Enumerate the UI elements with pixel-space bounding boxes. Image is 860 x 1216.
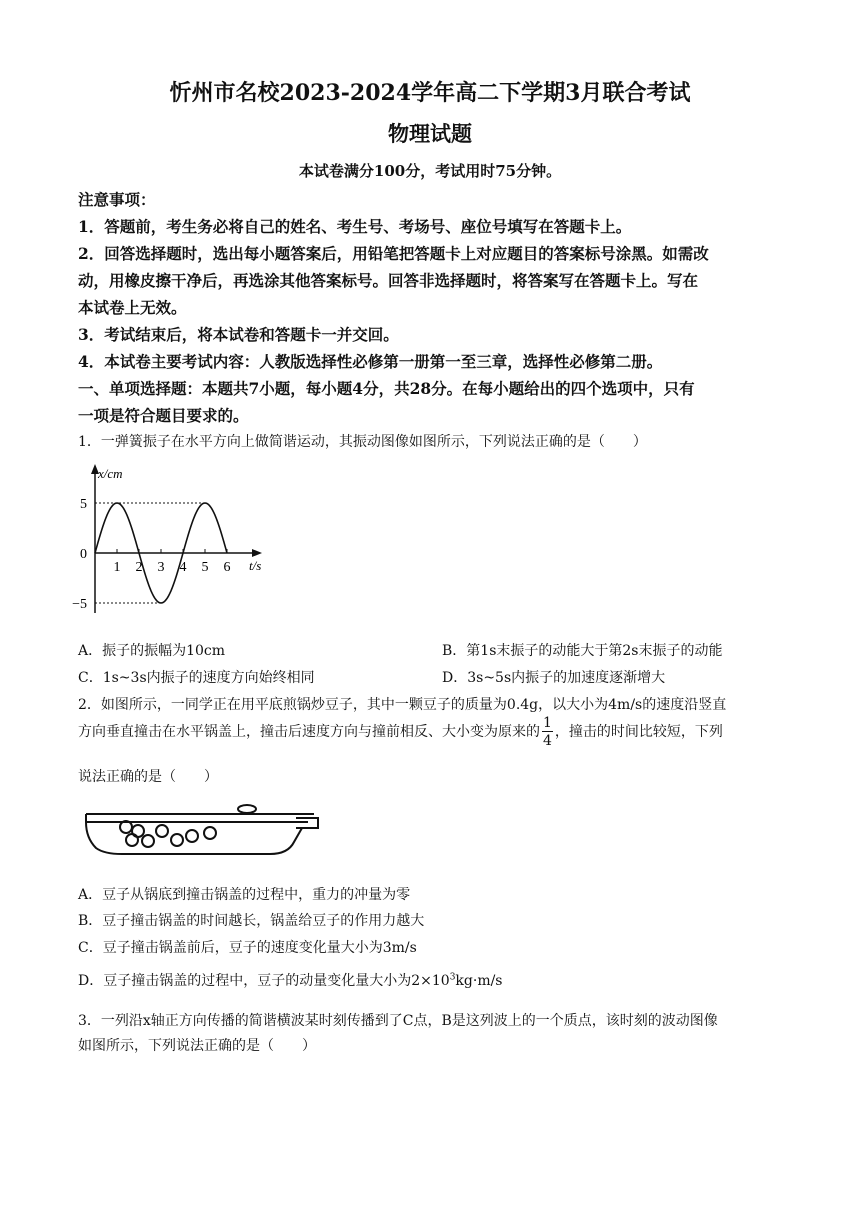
note-item-2-line-2: 动，用橡皮擦干净后，再选涂其他答案标号。回答非选择题时，将答案写在答题卡上。写在: [78, 271, 699, 290]
chart-layer: [72, 464, 262, 613]
fraction-numerator: 1: [543, 715, 552, 731]
bean: [171, 834, 183, 846]
q2-stem-line-1: 2．如图所示，一同学正在用平底煎锅炒豆子，其中一颗豆子的质量为0.4g，以大小为4m/s的速度沿竖直: [78, 697, 727, 713]
fraction-one-quarter: [542, 716, 553, 748]
q1-option-d[interactable]: D．3s~5s内振子的加速度逐渐增大: [442, 670, 666, 686]
y-tick-label: −5: [72, 597, 87, 612]
note-item-4: 4．本试卷主要考试内容：人教版选择性必修第一册第一至三章，选择性必修第二册。: [78, 352, 663, 371]
q2-stem-line-2-end: ，撞击的时间比较短，下列: [554, 724, 723, 740]
q2-stem-line-3: 说法正确的是（ ）: [78, 769, 218, 785]
x-tick-label: 2: [135, 560, 143, 575]
bean: [204, 827, 216, 839]
x-tick-label: 4: [179, 560, 187, 575]
bean: [156, 825, 168, 837]
q2-option-d[interactable]: [78, 970, 503, 990]
bean: [126, 834, 138, 846]
q1-option-a[interactable]: A．振子的振幅为10cm: [78, 643, 226, 659]
lid-knob: [238, 805, 256, 813]
x-tick-label: 1: [113, 560, 121, 575]
q2-stem-line-2-start: 方向垂直撞击在水平锅盖上，撞击后速度方向与撞前相反、大小变为原来的: [78, 724, 540, 740]
q3-stem-line-2: 如图所示，下列说法正确的是（ ）: [78, 1038, 316, 1054]
q2-option-d-math-unit: kg·m/s: [455, 973, 503, 989]
q3-stem-line-1: 3．一列沿x轴正方向传播的简谐横波某时刻传播到了C点，B是这列波上的一个质点，该时刻的波动图像: [78, 1013, 718, 1029]
bean: [186, 830, 198, 842]
y-axis-label: x/cm: [98, 466, 123, 481]
section-1-heading-line-2: 一项是符合题目要求的。: [78, 406, 249, 425]
q2-option-d-math-exponent: 3: [449, 972, 456, 983]
q1-option-c[interactable]: C．1s~3s内振子的速度方向始终相同: [78, 670, 315, 686]
y-tick-label: 5: [80, 497, 87, 512]
note-item-2-line-1: 2．回答选择题时，选出每小题答案后，用铅笔把答题卡上对应题目的答案标号涂黑。如需改: [78, 244, 709, 263]
y-tick-label: 0: [80, 547, 87, 562]
note-item-3: 3．考试结束后，将本试卷和答题卡一并交回。: [78, 325, 399, 344]
exam-title: 忻州市名校2023-2024学年高二下学期3月联合考试: [169, 80, 691, 106]
bean: [142, 835, 154, 847]
frying-pan-figure: [82, 798, 322, 862]
exam-subtitle: 物理试题: [388, 121, 472, 146]
note-item-1: 1．答题前，考生务必将自己的姓名、考生号、考场号、座位号填写在答题卡上。: [78, 217, 632, 236]
q1-vibration-chart: [70, 460, 290, 630]
q2-option-a[interactable]: A．豆子从锅底到撞击锅盖的过程中，重力的冲量为零: [78, 887, 411, 903]
fraction-denominator: 4: [543, 733, 552, 749]
x-axis-label: t/s: [249, 558, 262, 573]
notes-heading: 注意事项：: [78, 190, 156, 209]
q2-stem-line-2: [78, 716, 723, 748]
q2-option-b[interactable]: B．豆子撞击锅盖的时间越长，锅盖给豆子的作用力越大: [78, 913, 425, 929]
note-item-2-line-3: 本试卷上无效。: [78, 298, 187, 317]
q2-option-c[interactable]: C．豆子撞击锅盖前后，豆子的速度变化量大小为3m/s: [78, 940, 417, 956]
x-axis-arrow: [252, 549, 262, 557]
x-tick-label: 6: [223, 560, 231, 575]
x-tick-label: 3: [157, 560, 165, 575]
q1-stem: 1．一弹簧振子在水平方向上做简谐运动，其振动图像如图所示，下列说法正确的是（ ）: [78, 434, 647, 450]
x-tick-label: 5: [201, 560, 209, 575]
q2-option-d-text: D．豆子撞击锅盖的过程中，豆子的动量变化量大小为: [78, 973, 412, 989]
section-1-heading-line-1: 一、单项选择题：本题共7小题，每小题4分，共28分。在每小题给出的四个选项中，只有: [78, 379, 695, 398]
q1-option-b[interactable]: B．第1s末振子的动能大于第2s末振子的动能: [442, 643, 723, 659]
exam-summary: 本试卷满分100分，考试用时75分钟。: [298, 162, 562, 180]
pan-body: [86, 814, 302, 854]
q2-option-d-math-base: 2×10: [411, 973, 450, 989]
